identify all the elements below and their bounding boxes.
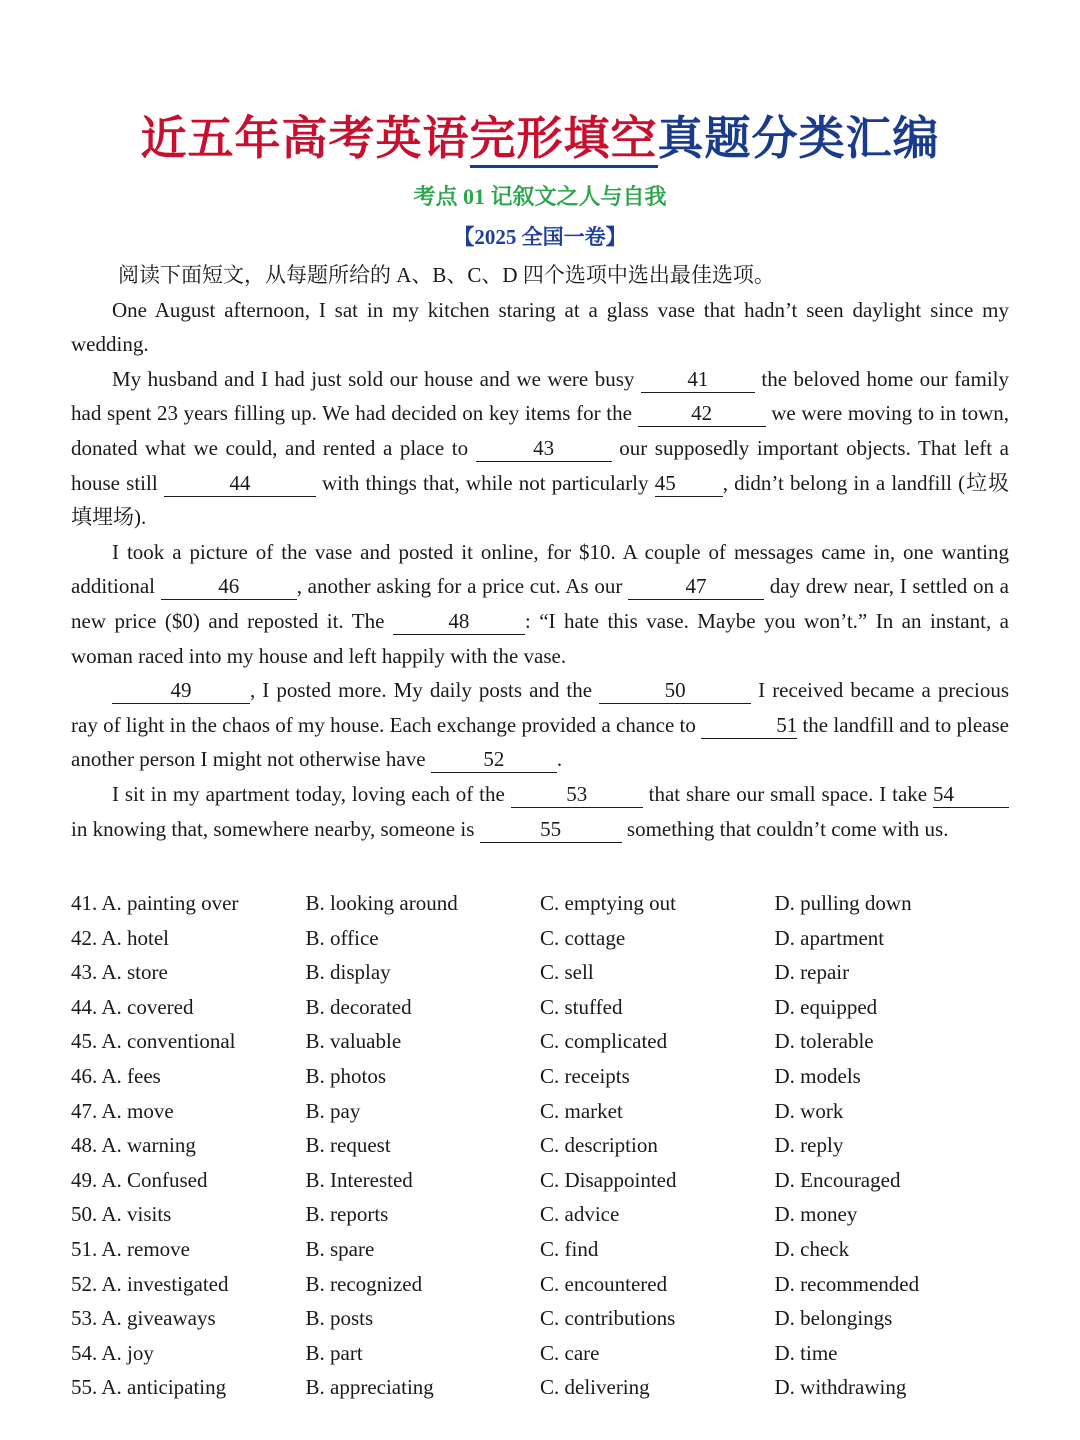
option-row (71, 1128, 1009, 1163)
option-c: C. cottage (540, 925, 626, 950)
blank-45: 45 (655, 470, 723, 497)
option-d: D. apartment (774, 925, 885, 950)
option-c: C. complicated (540, 1029, 668, 1054)
blank-53: 53 (511, 781, 643, 808)
option-a: 54. A. joy (71, 1340, 154, 1365)
text-span: we were moving to in town, donated what we could, and rented a place to (71, 401, 1009, 460)
text-span: day drew near, I settled on a new price ($0) and reposted it. The (71, 574, 1009, 633)
option-d: D. repair (774, 960, 850, 985)
option-d: D. models (774, 1063, 861, 1088)
text-span: , didn’t belong in a landfill (垃圾填埋场). (71, 470, 1009, 530)
option-c: C. receipts (540, 1063, 630, 1088)
text-span: the beloved home our family had spent 23 years filling up. We had decided on key items for the (71, 366, 1009, 426)
option-d: D. time (774, 1340, 838, 1365)
option-row (71, 955, 1009, 990)
option-b: B. display (305, 960, 391, 985)
text-span: I sit in my apartment today, loving each of the (112, 781, 511, 806)
title-underlined: 完形填空 (470, 111, 658, 168)
option-d: D. tolerable (774, 1029, 874, 1054)
option-a: 45. A. conventional (71, 1029, 236, 1054)
option-row (71, 1059, 1009, 1094)
text-span: our supposedly important objects. That left a house still (71, 435, 1009, 495)
option-b: B. Interested (305, 1167, 413, 1192)
option-d: D. money (774, 1202, 858, 1227)
text-span: , another asking for a price cut. As our (296, 574, 629, 599)
option-c: C. encountered (540, 1271, 668, 1296)
option-b: B. spare (305, 1236, 375, 1261)
option-row (71, 1370, 1009, 1405)
blank-43: 43 (476, 435, 612, 462)
option-c: C. stuffed (540, 994, 623, 1019)
option-b: B. recognized (305, 1271, 423, 1296)
option-d: D. Encouraged (774, 1167, 901, 1192)
option-row (71, 1094, 1009, 1129)
option-c: C. market (540, 1098, 623, 1123)
blank-54: 54 (933, 781, 1009, 808)
option-a: 46. A. fees (71, 1063, 161, 1088)
option-a: 47. A. move (71, 1098, 174, 1123)
blank-44: 44 (164, 470, 316, 497)
text-span: something that couldn’t come with us. (621, 816, 949, 841)
text-span: I received became a precious ray of light in the chaos of my house. Each exchange provided a chance to (71, 678, 1009, 737)
blank-41: 41 (641, 366, 755, 393)
text-span: that share our small space. I take (642, 781, 933, 806)
text-span: : “I hate this vase. Maybe you won’t.” In an instant, a woman raced into my house and left happily with the vase. (71, 608, 1010, 668)
option-row (71, 1301, 1009, 1336)
option-c: C. Disappointed (540, 1167, 677, 1192)
option-d: D. check (774, 1236, 850, 1261)
option-b: B. valuable (305, 1029, 402, 1054)
text-span: I took a picture of the vase and posted it online, for $10. A couple of messages came in, one wanting additional (71, 539, 1009, 599)
text-span: with things that, while not particularly (315, 470, 655, 495)
exam-label: 【2025 全国一卷】 (453, 225, 627, 249)
option-c: C. care (540, 1340, 600, 1365)
option-a: 50. A. visits (71, 1202, 172, 1227)
option-a: 44. A. covered (71, 994, 194, 1019)
option-row (71, 921, 1009, 956)
option-a: 52. A. investigated (71, 1271, 229, 1296)
option-b: B. looking around (305, 891, 458, 915)
paragraph-5 (71, 777, 1009, 846)
option-a: 55. A. anticipating (71, 1375, 227, 1400)
text-span: the landfill and to please another person I might not otherwise have (71, 712, 1010, 772)
option-b: B. request (305, 1133, 391, 1158)
option-row (71, 886, 1009, 921)
option-b: B. part (305, 1340, 363, 1365)
title-part1: 近五年高考英语 (140, 111, 470, 165)
instruction: 阅读下面短文，从每题所给的 A、B、C、D 四个选项中选出最佳选项。 (118, 263, 775, 287)
option-b: B. appreciating (305, 1375, 434, 1400)
option-a: 49. A. Confused (71, 1167, 208, 1192)
paragraph-3 (71, 535, 1009, 673)
option-b: B. photos (305, 1063, 387, 1088)
blank-52: 52 (431, 746, 557, 773)
option-row (71, 1232, 1009, 1267)
section-subtitle: 考点 01 记叙文之人与自我 (413, 184, 667, 209)
blank-48: 48 (393, 608, 525, 635)
option-row (71, 1197, 1009, 1232)
option-d: D. equipped (774, 994, 878, 1019)
option-a: 53. A. giveaways (71, 1306, 216, 1331)
option-c: C. contributions (540, 1306, 676, 1331)
blank-51: 51 (701, 712, 797, 739)
text-span: in knowing that, somewhere nearby, someone is (71, 816, 480, 841)
option-a: 41. A. painting over (71, 891, 239, 915)
option-a: 51. A. remove (71, 1236, 190, 1261)
text-span: , I posted more. My daily posts and the (250, 678, 600, 703)
option-b: B. reports (305, 1202, 389, 1227)
blank-55: 55 (480, 816, 622, 843)
option-c: C. emptying out (540, 891, 676, 915)
option-d: D. recommended (774, 1271, 920, 1296)
option-c: C. description (540, 1133, 658, 1158)
blank-47: 47 (628, 573, 764, 600)
blank-50: 50 (599, 677, 751, 704)
paragraph-1: One August afternoon, I sat in my kitchen staring at a glass vase that hadn’t seen daylight since my wedding. (71, 297, 1009, 357)
option-b: B. decorated (305, 994, 412, 1019)
option-c: C. advice (540, 1202, 620, 1227)
option-row (71, 1024, 1009, 1059)
option-b: B. office (305, 925, 379, 950)
option-c: C. sell (540, 960, 594, 985)
text-span: . (556, 747, 563, 772)
option-row (71, 1163, 1009, 1198)
blank-49: 49 (112, 677, 250, 704)
option-d: D. reply (774, 1133, 844, 1158)
option-d: D. pulling down (774, 891, 912, 915)
blank-42: 42 (638, 400, 766, 427)
option-d: D. work (774, 1098, 844, 1123)
option-row (71, 990, 1009, 1025)
option-a: 42. A. hotel (71, 925, 169, 950)
option-d: D. withdrawing (774, 1375, 907, 1400)
paragraph-2 (71, 362, 1009, 535)
option-a: 48. A. warning (71, 1133, 196, 1158)
option-c: C. find (540, 1236, 599, 1261)
option-b: B. posts (305, 1306, 374, 1331)
page-title (0, 108, 1080, 168)
option-d: D. belongings (774, 1306, 893, 1331)
title-part2: 真题分类汇编 (657, 111, 940, 165)
answer-options (71, 886, 1009, 1405)
option-row (71, 1336, 1009, 1371)
paragraph-4 (71, 673, 1009, 777)
text-span: My husband and I had just sold our house and we were busy (112, 366, 641, 391)
blank-46: 46 (161, 573, 297, 600)
option-c: C. delivering (540, 1375, 650, 1400)
passage (71, 258, 1009, 846)
option-a: 43. A. store (71, 960, 168, 985)
option-b: B. pay (305, 1098, 361, 1123)
option-row (71, 1267, 1009, 1302)
